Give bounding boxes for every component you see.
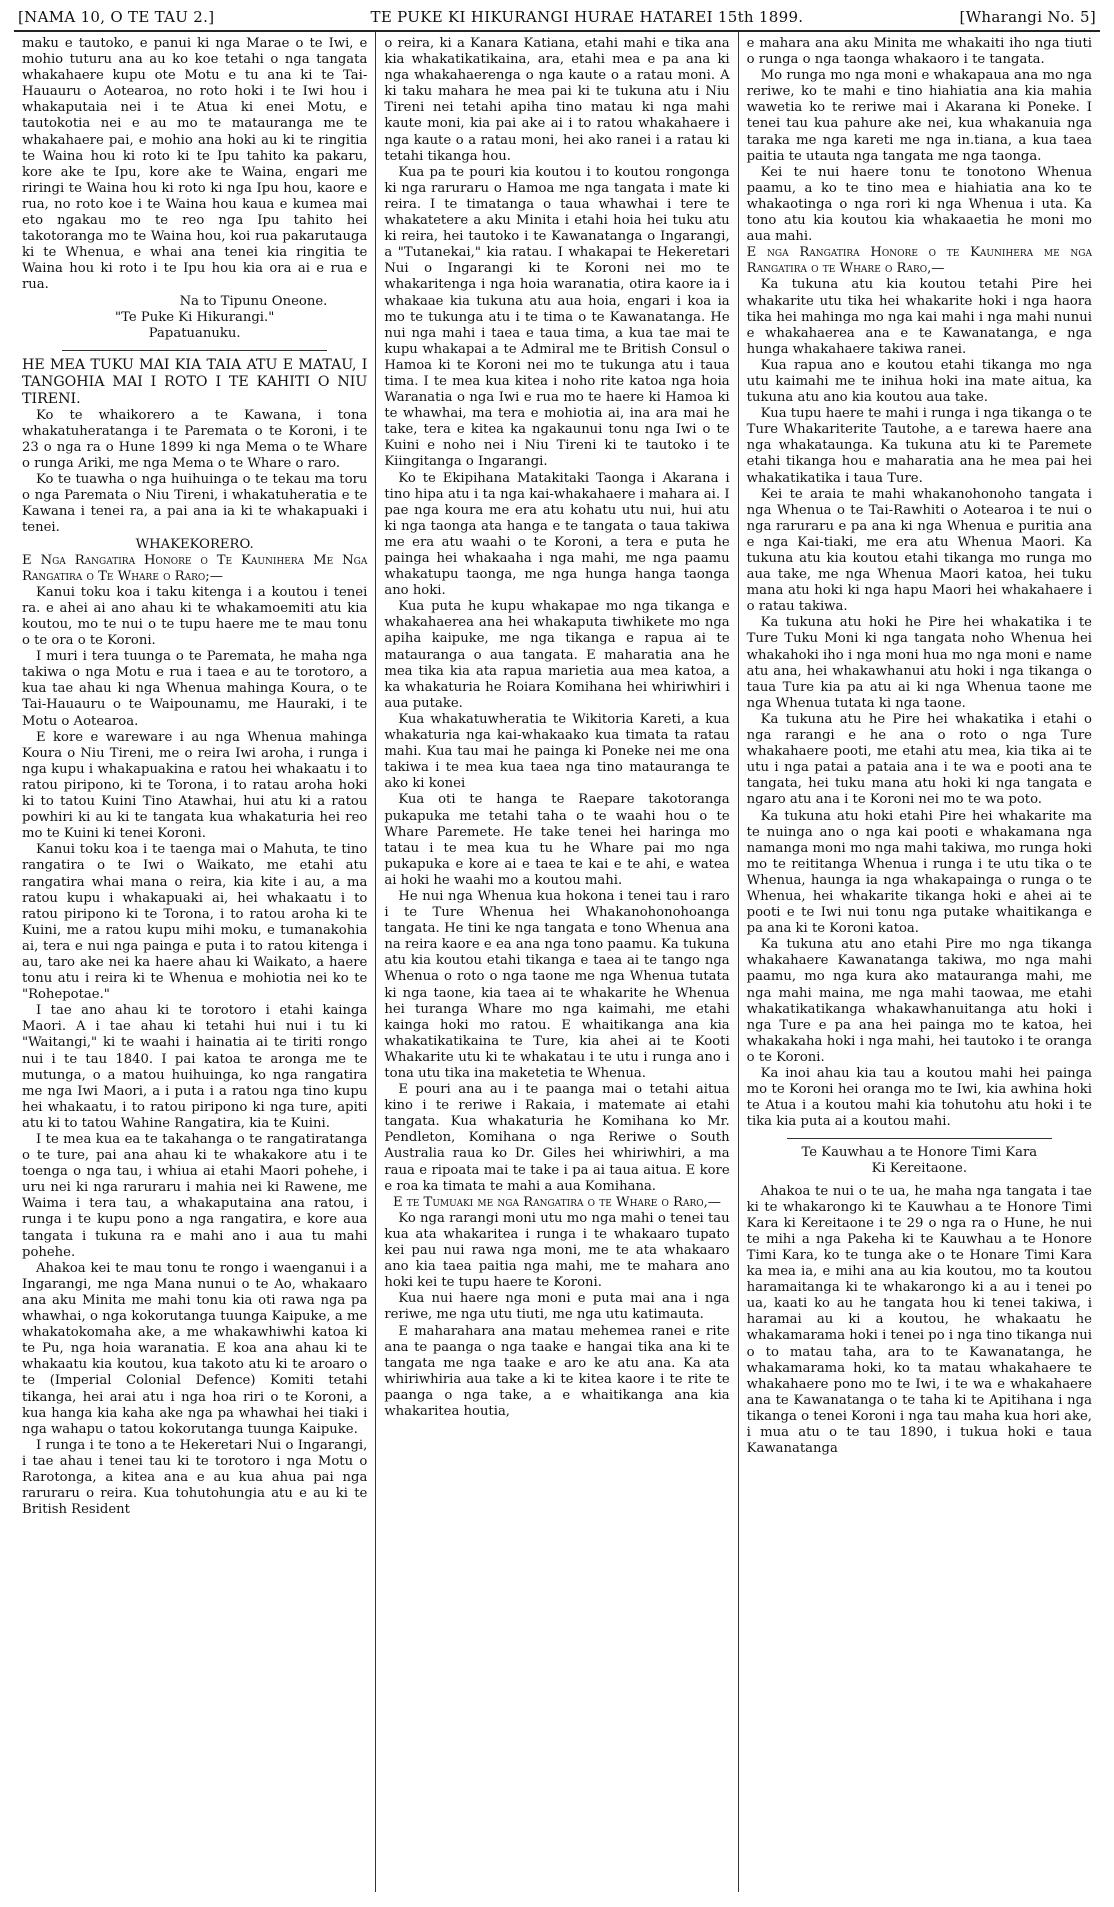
article-paragraph: Kanui toku koa i taku kitenga i a koutou i tenei ra. e ahei ai ano ahau ki te whakamoemiti atu kia koutou, mo te nui o te tupu haere me te mau tonu o te ora o te Koroni. bbox=[22, 584, 368, 649]
article-paragraph: Kua oti te hanga te Raepare takotoranga pukapuka me tetahi taha o te waahi hou o te Whare Paremete. He take tenei hei haringa mo tatau i te mea kua tu he Whare pai mo nga pukapuka e kore ai e taea te kai e te ahi, e watea ai hoki he waahi mo a koutou mahi. bbox=[384, 792, 730, 888]
article-paragraph: Ahakoa te nui o te ua, he maha nga tangata i tae ki te whakarongo ki te Kauwhau a te Honore Timi Kara ki Kereitaone i te 29 o nga ra o Hune, he nui te mihi a nga Pakeha ki te Kauwhau a te Honore Timi Kara, ko te tunga ake o te Honare Timi Kara ka mea ia, e mihi ana au kia koutou, mo ta koutou haramaitanga ki te whakarongo ki a au i tenei po ua, kaati ko au he tangata hou ki tenei takiwa, i haramai au ki a koutou, he whakaatu he whakamarama hoki i tenei po i nga tino tikanga nui o to matau taha, ara to te Kawanatanga, he whakamarama hoki, ko ta matau whakahaere te whakahaere pono mo te Iwi, i te wa e whakahaere ana te Kawanatanga o te taha ki te Apitihana i nga tikanga o tenei Koroni i nga tau maha kua hori ake, i mua atu o te tau 1890, i tukua hoki e taua Kawanatanga bbox=[746, 1183, 1092, 1457]
article-paragraph: Kei te nui haere tonu te tonotono Whenua paamu, a ko te tino mea e hiahiatia ana ko te whakaotinga o nga rori ki nga Whenua i uta. Ka tono atu kia koutou kia whakaaetia he moni mo aua mahi. bbox=[746, 164, 1092, 245]
article-paragraph: E pouri ana au i te paanga mai o tetahi aitua kino i te reriwe i Rakaia, i matemate ai etahi tangata. Kua whakaturia he Komihana ko Mr. Pendleton, Komihana o nga Reriwe o South Australia raua ko Dr. Giles hei whiriwhiri, a ma raua e ripoata mai te take i pa ai taua aitua. E kore e roa ka timata te mahi a aua Komihana. bbox=[384, 1082, 730, 1194]
letter-paragraph: maku e tautoko, e panui ki nga Marae o te Iwi, e mohio tuturu ana au ko koe tetahi o nga tangata whakahaere kupu ote Motu e tu ana ki te Tai-Hauauru o Aotearoa, no roto hoki i te Iwi hou i whakaputaia nei i te Atua ki enei Motu, e tautokotia nei e au mo te matauranga me te whakahaere pai, e mohio ana hoki au ki te ringitia te Waina hou ki roto ki te Ipu tahito ka pakaru, kore ake te Ipu, kore ake te Waina, engari me riringi te Waina hou ki roto ki nga Ipu hou, kaore e rua, no roto koe i te Waina hou kaua e kumea mai eto ngakau mo te reo nga Ipu tahito hei takotoranga mo te Waina hou, koi rua pakarutauga ki te Whenua, e whai ana tenei kia ringitia te Waina hou ki roto i te Ipu hou kia ora ai e rua e rua. bbox=[22, 36, 368, 293]
section-subhead: WHAKEKORERO. bbox=[135, 536, 254, 552]
article-paragraph: Ahakoa kei te mau tonu te rongo i waenganui i a Ingarangi, me nga Mana nunui o te Ao, whakaaro ana aku Minita me mahi tonu kia oti rawa nga pa whawhai, o nga kokorutanga tuunga Kaipuke, a me whakatokomaha ake, a me whakawhiwhi katoa ki te Pu, nga hoia waranatia. E koa ana ahau ki te whakaatu kia koutou, kua takoto atu ki te aroaro o te (Imperial Colonial Defence) Komiti tetahi tikanga, hei arai atu i nga hoa riri o te Koroni, a kua hanga kia kaha ake nga pa whawhai hei tiaki i nga wahapu o tatou kokorutanga tuunga Kaipuke. bbox=[22, 1260, 368, 1437]
issue-number: [NAMA 10, O TE TAU 2.] bbox=[18, 8, 215, 26]
signature-line: "Te Puke Ki Hikurangi." bbox=[115, 309, 275, 325]
article-paragraph: E maharahara ana matau mehemea ranei e rite ana te paanga o nga taake e hangai tika ana ki te tangata me nga taake e aro ke atu ana. Ka ata whiriwhiria aua take a ki te kitea kaore i te rite te paanga o nga take, a e whaitikanga ana kia whakaritea houtia, bbox=[384, 1323, 730, 1419]
article-title: Te Kauwhau a te Honore Timi Kara bbox=[801, 1145, 1038, 1161]
article-paragraph: I te mea kua ea te takahanga o te rangatiratanga o te ture, pai ana ahau ki te whakakore atu i te toenga o nga tau, i whiua ai etahi Maori pohehe, i uru nei ki nga raruraru i mahia nei ki Rawene, me Waima i tera tau, a whakaputaina ana ratou, i runga i te kupu pono a nga rangatira, e kore aua tangata i tukuna ra e mahi ano i aua tu mahi pohehe. bbox=[22, 1132, 368, 1260]
masthead bbox=[14, 6, 1100, 32]
article-subtitle: Ki Kereitaone. bbox=[871, 1161, 968, 1177]
signature-line: Na to Tipunu Oneone. bbox=[179, 293, 328, 309]
article-paragraph: Kua whakatuwheratia te Wikitoria Kareti, a kua whakaturia nga kai-whakaako kua timata ta ratau mahi. Kua tau mai he painga ki Poneke nei me ona takiwa i te mea kua taea nga tino matauranga te ako ki konei bbox=[384, 711, 730, 792]
article-paragraph: Kanui toku koa i te taenga mai o Mahuta, te tino rangatira o te Iwi o Waikato, me etahi atu rangatira whai mana o reira, kia kite i au, a ma ratou kupu i whakapuaki ai, hei whakaatu i to ratou piripono ki te Torona, i to ratou aroha ki te Kuini, me a ratou kupu mihi moku, e tumanakohia ai, tera e nui nga painga e puta i to ratou kitenga i au, taro ake nei ka haere ahau ki Waikato, a haere tonu atu i reira ki te Whenua e mohiotia nei ko te "Rohepotae." bbox=[22, 842, 368, 1003]
article-paragraph: E kore e wareware i au nga Whenua mahinga Koura o Niu Tireni, me o reira Iwi aroha, i runga i nga kupu i whakapuakina e ratou hei whakaatu i to ratou piripono, ki te Torona, i to ratau aroha hoki ki to tatou Kuini Tino Atawhai, hui atu ki a ratou powhiri ki au ki te tangata kua whakaturia hei reo mo te Kuini ki tenei Koroni. bbox=[22, 729, 368, 842]
newspaper-title-date: TE PUKE KI HIKURANGI HURAE HATAREI 15th 1899. bbox=[370, 8, 804, 26]
article-paragraph: Kua tupu haere te mahi i runga i nga tikanga o te Ture Whakariterite Tautohe, a e tarewa haere ana nga whakataunga. Ka tukuna atu ki te Paremete etahi tikanga hou e maharatia ana he mea pai hei whakatikatika i taua Ture. bbox=[746, 406, 1092, 486]
article-paragraph: e mahara ana aku Minita me whakaiti iho nga tiuti o runga o nga taonga whakaoro i te tangata. bbox=[746, 36, 1092, 68]
article-paragraph: o reira, ki a Kanara Katiana, etahi mahi e tika ana kia whakatikatikaina, ara, etahi mea e pa ana ki nga whakahaerenga o nga kaute o a ratau moni. A ki taku mahara he mea pai ki te tukuna atu i Niu Tireni nei tetahi apiha tino matau ki nga mahi kaute moni, kia pai ake ai i to ratou whakahaere i nga kaute o a ratau moni, hei ako ranei i a ratau ki tetahi tikanga hou. bbox=[384, 36, 730, 164]
article-paragraph: He nui nga Whenua kua hokona i tenei tau i raro i te Ture Whenua hei Whakanohonohoanga tangata. He tini ke nga tangata e tono Whenua ana na reira kaore e ea ana nga tono paamu. Ka tukuna atu kia koutou etahi tikanga e taea ai te tango nga Whenua o roto o nga taone me nga Whenua tutata ki nga taone, kia taea ai te whakarite he Whenua hei turanga Whare mo nga kaimahi, me etahi kainga hoki mo ratou. E whaitikanga ana kia whakatikatikaina te Ture, kia ahei ai te Kooti Whakarite utu ki te whakatau i te utu i runga ano i tona utu tika ina maketetia te Whenua. bbox=[384, 888, 730, 1081]
address-line: E te Tumuaki me nga Rangatira o te Whare o Raro,— bbox=[392, 1194, 721, 1210]
article-paragraph: Ko te Ekipihana Matakitaki Taonga i Akarana i tino hipa atu i ta nga kai-whakahaere i mahara ai. I pae nga koura me era atu kohatu utu nui, hui atu ki nga taonga ata hanga e te tangata o taua takiwa me era atu waahi o te Koroni, a tera e puta he painga hei whakaaha i nga mahi, me nga paamu whakatupu taonga, me nga hunga hanga taonga ano hoki. bbox=[384, 470, 730, 599]
column-2 bbox=[375, 32, 737, 1892]
article-paragraph: Ko te tuawha o nga huihuinga o te tekau ma toru o nga Paremata o Niu Tireni, i whakatuheratia e te Kawana i tenei ra, a pai ana ia ki te whakapuaki i tenei. bbox=[22, 472, 368, 536]
article-paragraph: Kua rapua ano e koutou etahi tikanga mo nga utu kaimahi me te inihua hoki ina mate aitua, ka tukuna atu ano kia koutou aua take. bbox=[746, 357, 1092, 406]
article-paragraph: Kua nui haere nga moni e puta mai ana i nga reriwe, me nga utu tiuti, me nga utu katimauta. bbox=[384, 1291, 730, 1323]
article-paragraph: Kua puta he kupu whakapae mo nga tikanga e whakahaerea ana hei whakaputa tiwhikete mo nga apiha kaipuke, me nga tikanga e rapua ai te matauranga o aua tangata. E maharatia ana he mea tika kia ata rapua marietia aua mea katoa, a ka whakaturia he Roiara Komihana hei whiriwhiri i aua putake. bbox=[384, 599, 730, 711]
article-paragraph: Ko te whaikorero a te Kawana, i tona whakatuheratanga i te Paremata o te Koroni, i te 23 o nga ra o Hune 1899 ki nga Mema o te Whare o runga Ariki, me nga Mema o te Whare o raro. bbox=[22, 407, 368, 472]
address-line: E nga Rangatira Honore o te Kaunihera me nga Rangatira o te Whare o Raro,— bbox=[746, 245, 1092, 277]
column-3 bbox=[738, 32, 1100, 1892]
article-paragraph: Ka tukuna atu he Pire hei whakatika i etahi o nga rarangi e he ana o roto o nga Ture whakahaere pooti, me etahi atu mea, kia tika ai te utu i nga patai a pataia ana i te wa e pooti ana te tangata, hei tuku mana atu hoki ki nga tangata e ngaro atu ana i te Koroni nei mo te wa poto. bbox=[746, 711, 1092, 808]
address-line: E Nga Rangatira Honore o Te Kaunihera Me Nga Rangatira o Te Whare o Raro;— bbox=[22, 552, 368, 584]
article-paragraph: Mo runga mo nga moni e whakapaua ana mo nga reriwe, ko te mahi e tino hiahiatia ana kia mahia wawetia ko te reriwe mai i Akarana ki Poneke. I tenei tau kua pahure ake nei, kua whakanuia nga taraka me nga kareti me nga in.tiana, a kua taea paitia te utauta nga tangata me nga taonga. bbox=[746, 68, 1092, 164]
article-paragraph: I muri i tera tuunga o te Paremata, he maha nga takiwa o nga Motu e rua i taea e au te torotoro, a kua tae ahau ki nga Whenua mahinga Koura, o te Tai-Hauauru o te Waipounamu, me Hauraki, i te Motu o Aotearoa. bbox=[22, 649, 368, 729]
article-paragraph: Ka inoi ahau kia tau a koutou mahi hei painga mo te Koroni hei oranga mo te Iwi, kia awhina hoki te Atua i a koutou mahi kia tohutohu atu hoki i te tika kia puta ai a koutou mahi. bbox=[746, 1066, 1092, 1130]
article-paragraph: Ka tukuna atu hoki he Pire hei whakatika i te Ture Tuku Moni ki nga tangata noho Whenua hei whakahoki iho i nga moni hua mo nga moni e name atu ana, hei whakawhanui atu hoki i nga tikanga o taua Ture kia pa atu ai ki nga Whenua taone me nga Whenua tutata ki nga taone. bbox=[746, 615, 1092, 711]
article-headline: HE MEA TUKU MAI KIA TAIA ATU E MATAU, I TANGOHIA MAI I ROTO I TE KAHITI O NIU TIRENI. bbox=[22, 356, 368, 407]
page-number: [Wharangi No. 5] bbox=[959, 8, 1096, 26]
divider bbox=[787, 1138, 1052, 1139]
column-1 bbox=[14, 32, 375, 1892]
article-paragraph: Ko nga rarangi moni utu mo nga mahi o tenei tau kua ata whakaritea i runga i te whakaaro tupato kei pau nui rawa nga moni, me te ata whakaaro ano kia taea paitia nga mahi, me te mahara ano hoki kei te tupu haere te Koroni. bbox=[384, 1210, 730, 1291]
divider bbox=[62, 350, 327, 351]
article-paragraph: Ka tukuna atu ano etahi Pire mo nga tikanga whakahaere Kawanatanga takiwa, mo nga mahi paamu, mo nga kura ako matauranga mahi, me nga mahi maina, me nga mahi taowaa, me etahi whakatikatikanga whakawhanuitanga atu hoki i nga Ture e pa ana hei painga mo te katoa, hei whakakaha hoki i nga mahi, hei tautoko i te oranga o te Koroni. bbox=[746, 937, 1092, 1065]
article-paragraph: Ka tukuna atu hoki etahi Pire hei whakarite ma te nuinga ano o nga kai pooti e whakamana nga namanga moni mo nga mahi takiwa, mo runga hoki mo te reititanga Whenua i runga i te utu tika o te Whenua, haunga ia nga whakapainga o runga o te Whenua, hei whakarite tikanga hoki e ahei ai te pooti e te Iwi nui tonu nga putake whaitikanga e pa ana ki te Koroni katoa. bbox=[746, 808, 1092, 937]
article-paragraph: Ka tukuna atu kia koutou tetahi Pire hei whakarite utu tika hei whakarite hoki i nga haora tika hei mahinga mo nga kai mahi i nga mahi nunui e whakahaerea ana e te Kawanatanga, e nga hunga whakahaere takiwa ranei. bbox=[746, 277, 1092, 357]
article-paragraph: Kei te araia te mahi whakanohonoho tangata i nga Whenua o te Tai-Rawhiti o Aotearoa i te nui o nga raruraru e pa ana ki nga Whenua e puritia ana e nga Kai-tiaki, me era atu Whenua Maori. Ka tukuna atu kia koutou etahi tikanga mo runga mo aua take, me nga Whenua Maori katoa, hei tuku mana atu hoki ki nga hapu Maori hei whakahaere i o ratau takiwa. bbox=[746, 486, 1092, 615]
signature-line: Papatuanuku. bbox=[148, 325, 241, 341]
article-paragraph: Kua pa te pouri kia koutou i to koutou rongonga ki nga raruraru o Hamoa me nga tangata i mate ki reira. I te timatanga o taua whawhai i tere te whakatetere a aku Minita i etahi hoia hei tuku atu ki reira, hei tautoko i te Kawanatanga o Ingarangi, a "Tutanekai," kia ratau. I whakapai te Hekeretari Nui o Ingarangi ki te Koroni nei mo te whakaritenga i nga hoia waranatia, otira kaore ia i whakaae kia tukuna atu aua hoia, engari i koa ia mo te tukunga atu i te tima o te Kawanatanga. He nui nga mahi i taea e taua tima, a kua tae mai te kupu whakapai a te Admiral me te British Consul o Hamoa ki te Koroni nei mo te tukunga atu i taua tima. I te mea kua kitea i noho rite katoa nga hoia Waranatia o nga Iwi e rua mo te haere ki Hamoa ki te whawhai, ma tera e mohiotia ai, ina ara mai he take, tera e kitea ka ngakaunui tonu nga Iwi o te Kuini e noho nei i Niu Tireni ki te tautoko i te Kiingitanga o Ingarangi. bbox=[384, 164, 730, 470]
article-paragraph: I runga i te tono a te Hekeretari Nui o Ingarangi, i tae ahau i tenei tau ki te torotoro i nga Motu o Rarotonga, a kitea ana e au kua ahua pai nga raruraru o reira. Kua tohutohungia atu e au ki te British Resident bbox=[22, 1437, 368, 1518]
columns bbox=[14, 32, 1100, 1892]
article-paragraph: I tae ano ahau ki te torotoro i etahi kainga Maori. A i tae ahau ki tetahi hui nui i tu ki "Waitangi," ki te waahi i hainatia ai te tiriti rongo nui i te tau 1840. I pai katoa te aronga me te mutunga, o a matou huihuinga, ko nga rangatira me nga Iwi Maori, a i puta i a ratou nga tino kupu hei whakaatu, i to ratou piripono ki nga ture, apiti atu ki to tatou Wahine Rangatira, kia te Kuini. bbox=[22, 1003, 368, 1131]
